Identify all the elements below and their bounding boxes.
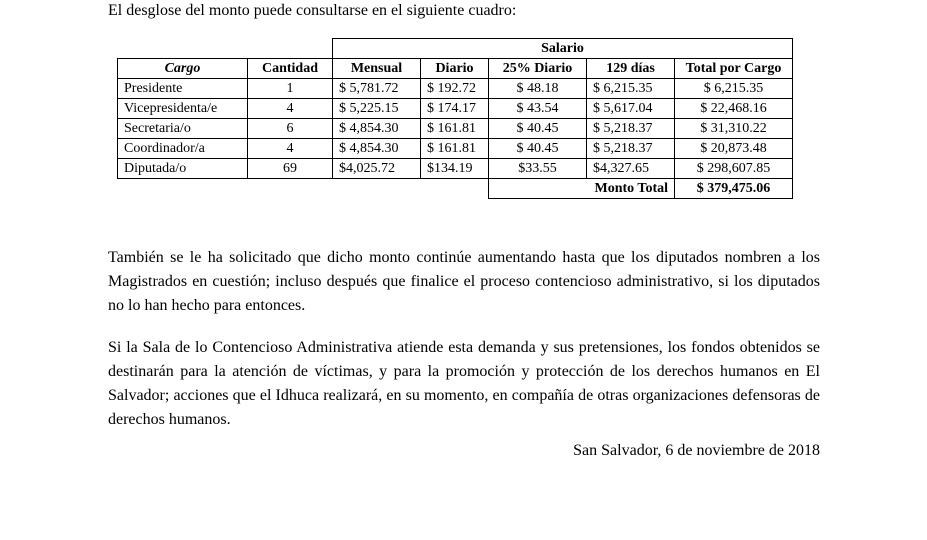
intro-text: El desglose del monto puede consultarse en el siguiente cuadro: bbox=[108, 2, 517, 19]
cell-diario: $ 174.17 bbox=[421, 99, 489, 119]
blank-cell bbox=[333, 179, 421, 199]
blank-cell bbox=[118, 39, 248, 59]
cell-cargo: Coordinador/a bbox=[118, 139, 248, 159]
total-row bbox=[118, 179, 793, 199]
paragraph-funds: Si la Sala de lo Contencioso Administrativa atiende esta demanda y sus pretensiones, los fondos obtenidos se destinarán para la atención de víctimas, y para la promoción y protección de los derechos humanos en El Salvador; acciones que el Idhuca realizará, en su momento, en compañía de otras organizaciones defensoras de derechos humanos. bbox=[108, 339, 820, 428]
header-diario: Diario bbox=[421, 59, 489, 79]
header-mensual: Mensual bbox=[333, 59, 421, 79]
cell-cantidad: 69 bbox=[248, 159, 333, 179]
cell-cargo: Diputada/o bbox=[118, 159, 248, 179]
header-129-dias: 129 días bbox=[587, 59, 675, 79]
cell-cantidad: 4 bbox=[248, 139, 333, 159]
cell-pct25: $ 40.45 bbox=[489, 119, 587, 139]
salario-group-header: Salario bbox=[333, 39, 793, 59]
cell-total: $ 22,468.16 bbox=[675, 99, 793, 119]
cell-mensual: $ 5,781.72 bbox=[333, 79, 421, 99]
cell-total: $ 298,607.85 bbox=[675, 159, 793, 179]
salary-table bbox=[117, 38, 793, 199]
table-row bbox=[118, 119, 793, 139]
date-line: San Salvador, 6 de noviembre de 2018 bbox=[573, 442, 820, 459]
table-row bbox=[118, 79, 793, 99]
cell-dias129: $ 5,218.37 bbox=[587, 139, 675, 159]
header-25-diario: 25% Diario bbox=[489, 59, 587, 79]
cell-pct25: $ 40.45 bbox=[489, 139, 587, 159]
table-row bbox=[118, 159, 793, 179]
cell-dias129: $ 5,218.37 bbox=[587, 119, 675, 139]
cell-cargo: Presidente bbox=[118, 79, 248, 99]
cell-mensual: $ 4,854.30 bbox=[333, 119, 421, 139]
cell-cantidad: 6 bbox=[248, 119, 333, 139]
table-row bbox=[118, 99, 793, 119]
cell-total: $ 6,215.35 bbox=[675, 79, 793, 99]
cell-cargo: Vicepresidenta/e bbox=[118, 99, 248, 119]
cell-mensual: $ 5,225.15 bbox=[333, 99, 421, 119]
cell-pct25: $ 43.54 bbox=[489, 99, 587, 119]
blank-cell bbox=[421, 179, 489, 199]
cell-diario: $ 161.81 bbox=[421, 119, 489, 139]
blank-cell bbox=[118, 179, 248, 199]
paragraph-request: También se le ha solicitado que dicho monto continúe aumentando hasta que los diputados nombren a los Magistrados en cuestión; incluso después que finalice el proceso contencioso administrativo, si los diputados no lo han hecho para entonces. bbox=[108, 249, 820, 314]
cell-mensual: $ 4,854.30 bbox=[333, 139, 421, 159]
cell-total: $ 31,310.22 bbox=[675, 119, 793, 139]
cell-cantidad: 4 bbox=[248, 99, 333, 119]
cell-cantidad: 1 bbox=[248, 79, 333, 99]
cell-cargo: Secretaria/o bbox=[118, 119, 248, 139]
cell-dias129: $4,327.65 bbox=[587, 159, 675, 179]
cell-diario: $ 161.81 bbox=[421, 139, 489, 159]
header-cantidad: Cantidad bbox=[248, 59, 333, 79]
column-header-row bbox=[118, 59, 793, 79]
cell-mensual: $4,025.72 bbox=[333, 159, 421, 179]
cell-dias129: $ 5,617.04 bbox=[587, 99, 675, 119]
cell-pct25: $33.55 bbox=[489, 159, 587, 179]
group-header-row bbox=[118, 39, 793, 59]
blank-cell bbox=[248, 39, 333, 59]
monto-total-label: Monto Total bbox=[489, 179, 675, 199]
cell-dias129: $ 6,215.35 bbox=[587, 79, 675, 99]
blank-cell bbox=[248, 179, 333, 199]
header-total-por-cargo: Total por Cargo bbox=[675, 59, 793, 79]
monto-total-value: $ 379,475.06 bbox=[675, 179, 793, 199]
cell-pct25: $ 48.18 bbox=[489, 79, 587, 99]
cell-diario: $ 192.72 bbox=[421, 79, 489, 99]
table-row bbox=[118, 139, 793, 159]
cell-total: $ 20,873.48 bbox=[675, 139, 793, 159]
cell-diario: $134.19 bbox=[421, 159, 489, 179]
header-cargo: Cargo bbox=[118, 59, 248, 79]
